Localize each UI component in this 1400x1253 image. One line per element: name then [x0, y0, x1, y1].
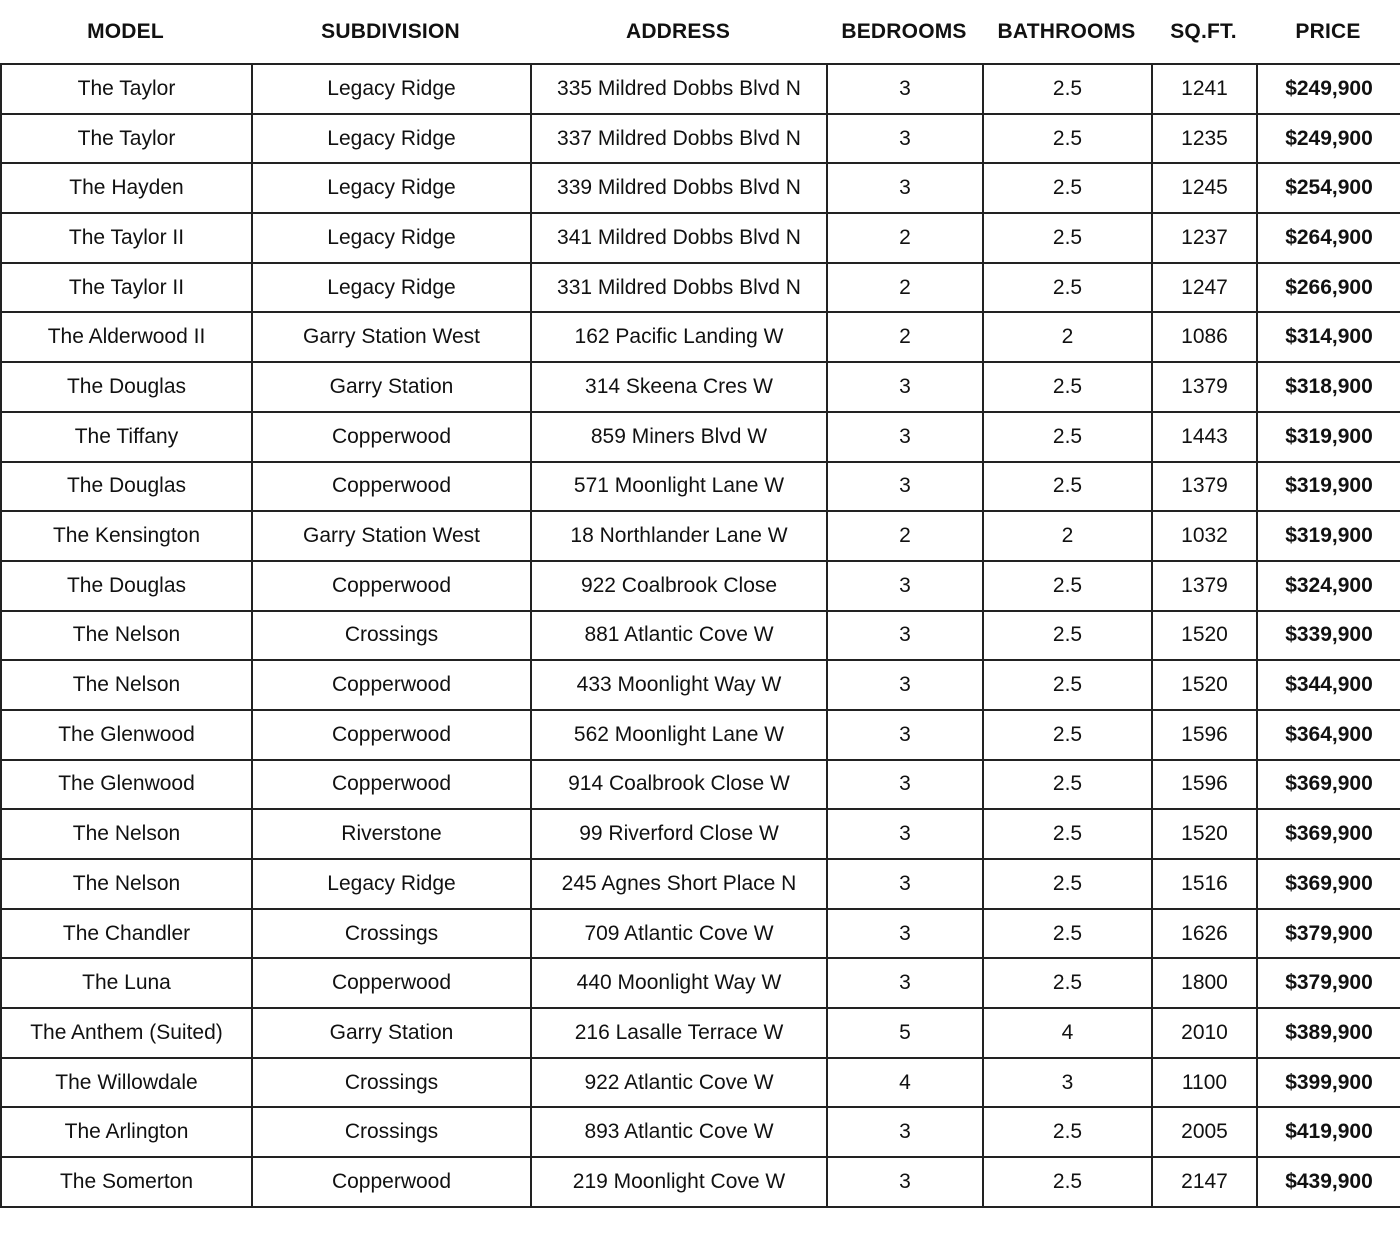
address-cell: 341 Mildred Dobbs Blvd N: [531, 213, 827, 263]
bedrooms-cell: 3: [827, 859, 983, 909]
price-cell: $379,900: [1257, 958, 1400, 1008]
subdivision-cell: Garry Station: [252, 1008, 531, 1058]
price-cell: $419,900: [1257, 1107, 1400, 1157]
price-cell: $369,900: [1257, 859, 1400, 909]
model-cell: The Nelson: [1, 611, 252, 661]
address-cell: 859 Miners Blvd W: [531, 412, 827, 462]
address-cell: 337 Mildred Dobbs Blvd N: [531, 114, 827, 164]
address-cell: 922 Coalbrook Close: [531, 561, 827, 611]
table-row: [1, 809, 1400, 859]
model-cell: The Willowdale: [1, 1058, 252, 1108]
subdivision-cell: Legacy Ridge: [252, 213, 531, 263]
bedrooms-cell: 3: [827, 760, 983, 810]
model-cell: The Douglas: [1, 362, 252, 412]
subdivision-cell: Copperwood: [252, 660, 531, 710]
bedrooms-cell: 3: [827, 64, 983, 114]
model-cell: The Glenwood: [1, 760, 252, 810]
sqft-cell: 1520: [1152, 809, 1257, 859]
model-cell: The Nelson: [1, 859, 252, 909]
price-cell: $379,900: [1257, 909, 1400, 959]
bedrooms-cell: 2: [827, 312, 983, 362]
table-row: [1, 462, 1400, 512]
bedrooms-cell: 3: [827, 462, 983, 512]
bedrooms-cell: 5: [827, 1008, 983, 1058]
address-cell: 99 Riverford Close W: [531, 809, 827, 859]
bathrooms-cell: 2.5: [983, 611, 1152, 661]
address-cell: 562 Moonlight Lane W: [531, 710, 827, 760]
table-row: [1, 511, 1400, 561]
bedrooms-cell: 3: [827, 163, 983, 213]
address-cell: 18 Northlander Lane W: [531, 511, 827, 561]
bathrooms-cell: 2.5: [983, 958, 1152, 1008]
address-cell: 216 Lasalle Terrace W: [531, 1008, 827, 1058]
address-cell: 331 Mildred Dobbs Blvd N: [531, 263, 827, 313]
listings-table: [0, 63, 1400, 1208]
model-cell: The Alderwood II: [1, 312, 252, 362]
subdivision-cell: Copperwood: [252, 1157, 531, 1207]
sqft-cell: 1443: [1152, 412, 1257, 462]
bedrooms-cell: 3: [827, 1107, 983, 1157]
bedrooms-cell: 2: [827, 511, 983, 561]
sqft-cell: 1241: [1152, 64, 1257, 114]
sqft-cell: 2005: [1152, 1107, 1257, 1157]
table-row: [1, 1107, 1400, 1157]
address-cell: 314 Skeena Cres W: [531, 362, 827, 412]
bedrooms-cell: 3: [827, 710, 983, 760]
sqft-cell: 1237: [1152, 213, 1257, 263]
bathrooms-cell: 2.5: [983, 163, 1152, 213]
price-cell: $319,900: [1257, 462, 1400, 512]
address-cell: 245 Agnes Short Place N: [531, 859, 827, 909]
price-cell: $369,900: [1257, 809, 1400, 859]
bathrooms-cell: 2.5: [983, 462, 1152, 512]
header-address: ADDRESS: [625, 19, 731, 43]
table-row: [1, 1058, 1400, 1108]
model-cell: The Taylor II: [1, 213, 252, 263]
model-cell: The Kensington: [1, 511, 252, 561]
table-row: [1, 1157, 1400, 1207]
subdivision-cell: Legacy Ridge: [252, 859, 531, 909]
header-price: PRICE: [1295, 19, 1361, 43]
subdivision-cell: Garry Station West: [252, 312, 531, 362]
bedrooms-cell: 3: [827, 909, 983, 959]
sqft-cell: 1379: [1152, 561, 1257, 611]
bathrooms-cell: 2.5: [983, 64, 1152, 114]
bathrooms-cell: 2.5: [983, 809, 1152, 859]
address-cell: 162 Pacific Landing W: [531, 312, 827, 362]
subdivision-cell: Crossings: [252, 1107, 531, 1157]
listings-body: [1, 64, 1400, 1207]
address-cell: 339 Mildred Dobbs Blvd N: [531, 163, 827, 213]
table-row: [1, 362, 1400, 412]
price-cell: $314,900: [1257, 312, 1400, 362]
sqft-cell: 1235: [1152, 114, 1257, 164]
address-cell: 219 Moonlight Cove W: [531, 1157, 827, 1207]
model-cell: The Taylor II: [1, 263, 252, 313]
price-cell: $264,900: [1257, 213, 1400, 263]
address-cell: 893 Atlantic Cove W: [531, 1107, 827, 1157]
subdivision-cell: Copperwood: [252, 958, 531, 1008]
bedrooms-cell: 3: [827, 611, 983, 661]
model-cell: The Taylor: [1, 64, 252, 114]
price-cell: $369,900: [1257, 760, 1400, 810]
sqft-cell: 1379: [1152, 362, 1257, 412]
bedrooms-cell: 3: [827, 809, 983, 859]
table-row: [1, 760, 1400, 810]
bedrooms-cell: 2: [827, 263, 983, 313]
price-cell: $249,900: [1257, 114, 1400, 164]
address-cell: 335 Mildred Dobbs Blvd N: [531, 64, 827, 114]
bathrooms-cell: 2: [983, 312, 1152, 362]
sqft-cell: 1086: [1152, 312, 1257, 362]
table-row: [1, 64, 1400, 114]
sqft-cell: 1596: [1152, 760, 1257, 810]
price-cell: $364,900: [1257, 710, 1400, 760]
model-cell: The Somerton: [1, 1157, 252, 1207]
header-bedrooms: BEDROOMS: [841, 19, 967, 43]
sqft-cell: 1596: [1152, 710, 1257, 760]
table-row: [1, 1008, 1400, 1058]
price-cell: $389,900: [1257, 1008, 1400, 1058]
subdivision-cell: Legacy Ridge: [252, 263, 531, 313]
model-cell: The Anthem (Suited): [1, 1008, 252, 1058]
bedrooms-cell: 4: [827, 1058, 983, 1108]
sqft-cell: 1032: [1152, 511, 1257, 561]
sqft-cell: 1247: [1152, 263, 1257, 313]
price-cell: $339,900: [1257, 611, 1400, 661]
bathrooms-cell: 2.5: [983, 561, 1152, 611]
sqft-cell: 2147: [1152, 1157, 1257, 1207]
bathrooms-cell: 2.5: [983, 859, 1152, 909]
table-row: [1, 114, 1400, 164]
bedrooms-cell: 3: [827, 412, 983, 462]
price-cell: $249,900: [1257, 64, 1400, 114]
address-cell: 709 Atlantic Cove W: [531, 909, 827, 959]
sqft-cell: 1800: [1152, 958, 1257, 1008]
sqft-cell: 1245: [1152, 163, 1257, 213]
bedrooms-cell: 3: [827, 1157, 983, 1207]
model-cell: The Luna: [1, 958, 252, 1008]
address-cell: 440 Moonlight Way W: [531, 958, 827, 1008]
subdivision-cell: Copperwood: [252, 561, 531, 611]
table-row: [1, 611, 1400, 661]
model-cell: The Nelson: [1, 809, 252, 859]
table-header: [0, 0, 1400, 63]
subdivision-cell: Crossings: [252, 1058, 531, 1108]
bedrooms-cell: 3: [827, 362, 983, 412]
model-cell: The Douglas: [1, 462, 252, 512]
header-sqft: SQ.FT.: [1170, 19, 1237, 43]
model-cell: The Glenwood: [1, 710, 252, 760]
price-cell: $319,900: [1257, 511, 1400, 561]
subdivision-cell: Legacy Ridge: [252, 163, 531, 213]
sqft-cell: 1516: [1152, 859, 1257, 909]
bedrooms-cell: 3: [827, 561, 983, 611]
bedrooms-cell: 2: [827, 213, 983, 263]
bathrooms-cell: 2.5: [983, 1107, 1152, 1157]
table-row: [1, 859, 1400, 909]
table-row: [1, 163, 1400, 213]
bathrooms-cell: 2.5: [983, 710, 1152, 760]
model-cell: The Douglas: [1, 561, 252, 611]
bathrooms-cell: 4: [983, 1008, 1152, 1058]
model-cell: The Tiffany: [1, 412, 252, 462]
price-cell: $399,900: [1257, 1058, 1400, 1108]
header-subdivision: SUBDIVISION: [321, 19, 460, 43]
bathrooms-cell: 2.5: [983, 213, 1152, 263]
sqft-cell: 1626: [1152, 909, 1257, 959]
table-row: [1, 958, 1400, 1008]
bathrooms-cell: 2.5: [983, 412, 1152, 462]
table-row: [1, 561, 1400, 611]
bedrooms-cell: 3: [827, 114, 983, 164]
subdivision-cell: Crossings: [252, 611, 531, 661]
sqft-cell: 1100: [1152, 1058, 1257, 1108]
price-cell: $344,900: [1257, 660, 1400, 710]
subdivision-cell: Crossings: [252, 909, 531, 959]
sqft-cell: 1520: [1152, 611, 1257, 661]
table-row: [1, 710, 1400, 760]
price-cell: $439,900: [1257, 1157, 1400, 1207]
subdivision-cell: Riverstone: [252, 809, 531, 859]
subdivision-cell: Copperwood: [252, 412, 531, 462]
subdivision-cell: Copperwood: [252, 710, 531, 760]
table-row: [1, 660, 1400, 710]
sqft-cell: 1520: [1152, 660, 1257, 710]
subdivision-cell: Legacy Ridge: [252, 64, 531, 114]
bedrooms-cell: 3: [827, 660, 983, 710]
bathrooms-cell: 2.5: [983, 263, 1152, 313]
bathrooms-cell: 2.5: [983, 909, 1152, 959]
bathrooms-cell: 2.5: [983, 114, 1152, 164]
price-cell: $254,900: [1257, 163, 1400, 213]
subdivision-cell: Garry Station West: [252, 511, 531, 561]
header-bathrooms: BATHROOMS: [997, 19, 1136, 43]
bathrooms-cell: 2.5: [983, 1157, 1152, 1207]
sqft-cell: 2010: [1152, 1008, 1257, 1058]
table-row: [1, 412, 1400, 462]
table-row: [1, 909, 1400, 959]
sqft-cell: 1379: [1152, 462, 1257, 512]
table-row: [1, 213, 1400, 263]
address-cell: 914 Coalbrook Close W: [531, 760, 827, 810]
table-row: [1, 263, 1400, 313]
bathrooms-cell: 2.5: [983, 362, 1152, 412]
model-cell: The Taylor: [1, 114, 252, 164]
bathrooms-cell: 2.5: [983, 660, 1152, 710]
subdivision-cell: Garry Station: [252, 362, 531, 412]
bedrooms-cell: 3: [827, 958, 983, 1008]
address-cell: 433 Moonlight Way W: [531, 660, 827, 710]
model-cell: The Hayden: [1, 163, 252, 213]
header-model: MODEL: [87, 19, 164, 43]
model-cell: The Arlington: [1, 1107, 252, 1157]
table-row: [1, 312, 1400, 362]
price-cell: $324,900: [1257, 561, 1400, 611]
address-cell: 881 Atlantic Cove W: [531, 611, 827, 661]
subdivision-cell: Copperwood: [252, 760, 531, 810]
bathrooms-cell: 2: [983, 511, 1152, 561]
bathrooms-cell: 3: [983, 1058, 1152, 1108]
price-cell: $266,900: [1257, 263, 1400, 313]
address-cell: 571 Moonlight Lane W: [531, 462, 827, 512]
price-cell: $319,900: [1257, 412, 1400, 462]
subdivision-cell: Copperwood: [252, 462, 531, 512]
model-cell: The Nelson: [1, 660, 252, 710]
price-cell: $318,900: [1257, 362, 1400, 412]
address-cell: 922 Atlantic Cove W: [531, 1058, 827, 1108]
subdivision-cell: Legacy Ridge: [252, 114, 531, 164]
bathrooms-cell: 2.5: [983, 760, 1152, 810]
model-cell: The Chandler: [1, 909, 252, 959]
